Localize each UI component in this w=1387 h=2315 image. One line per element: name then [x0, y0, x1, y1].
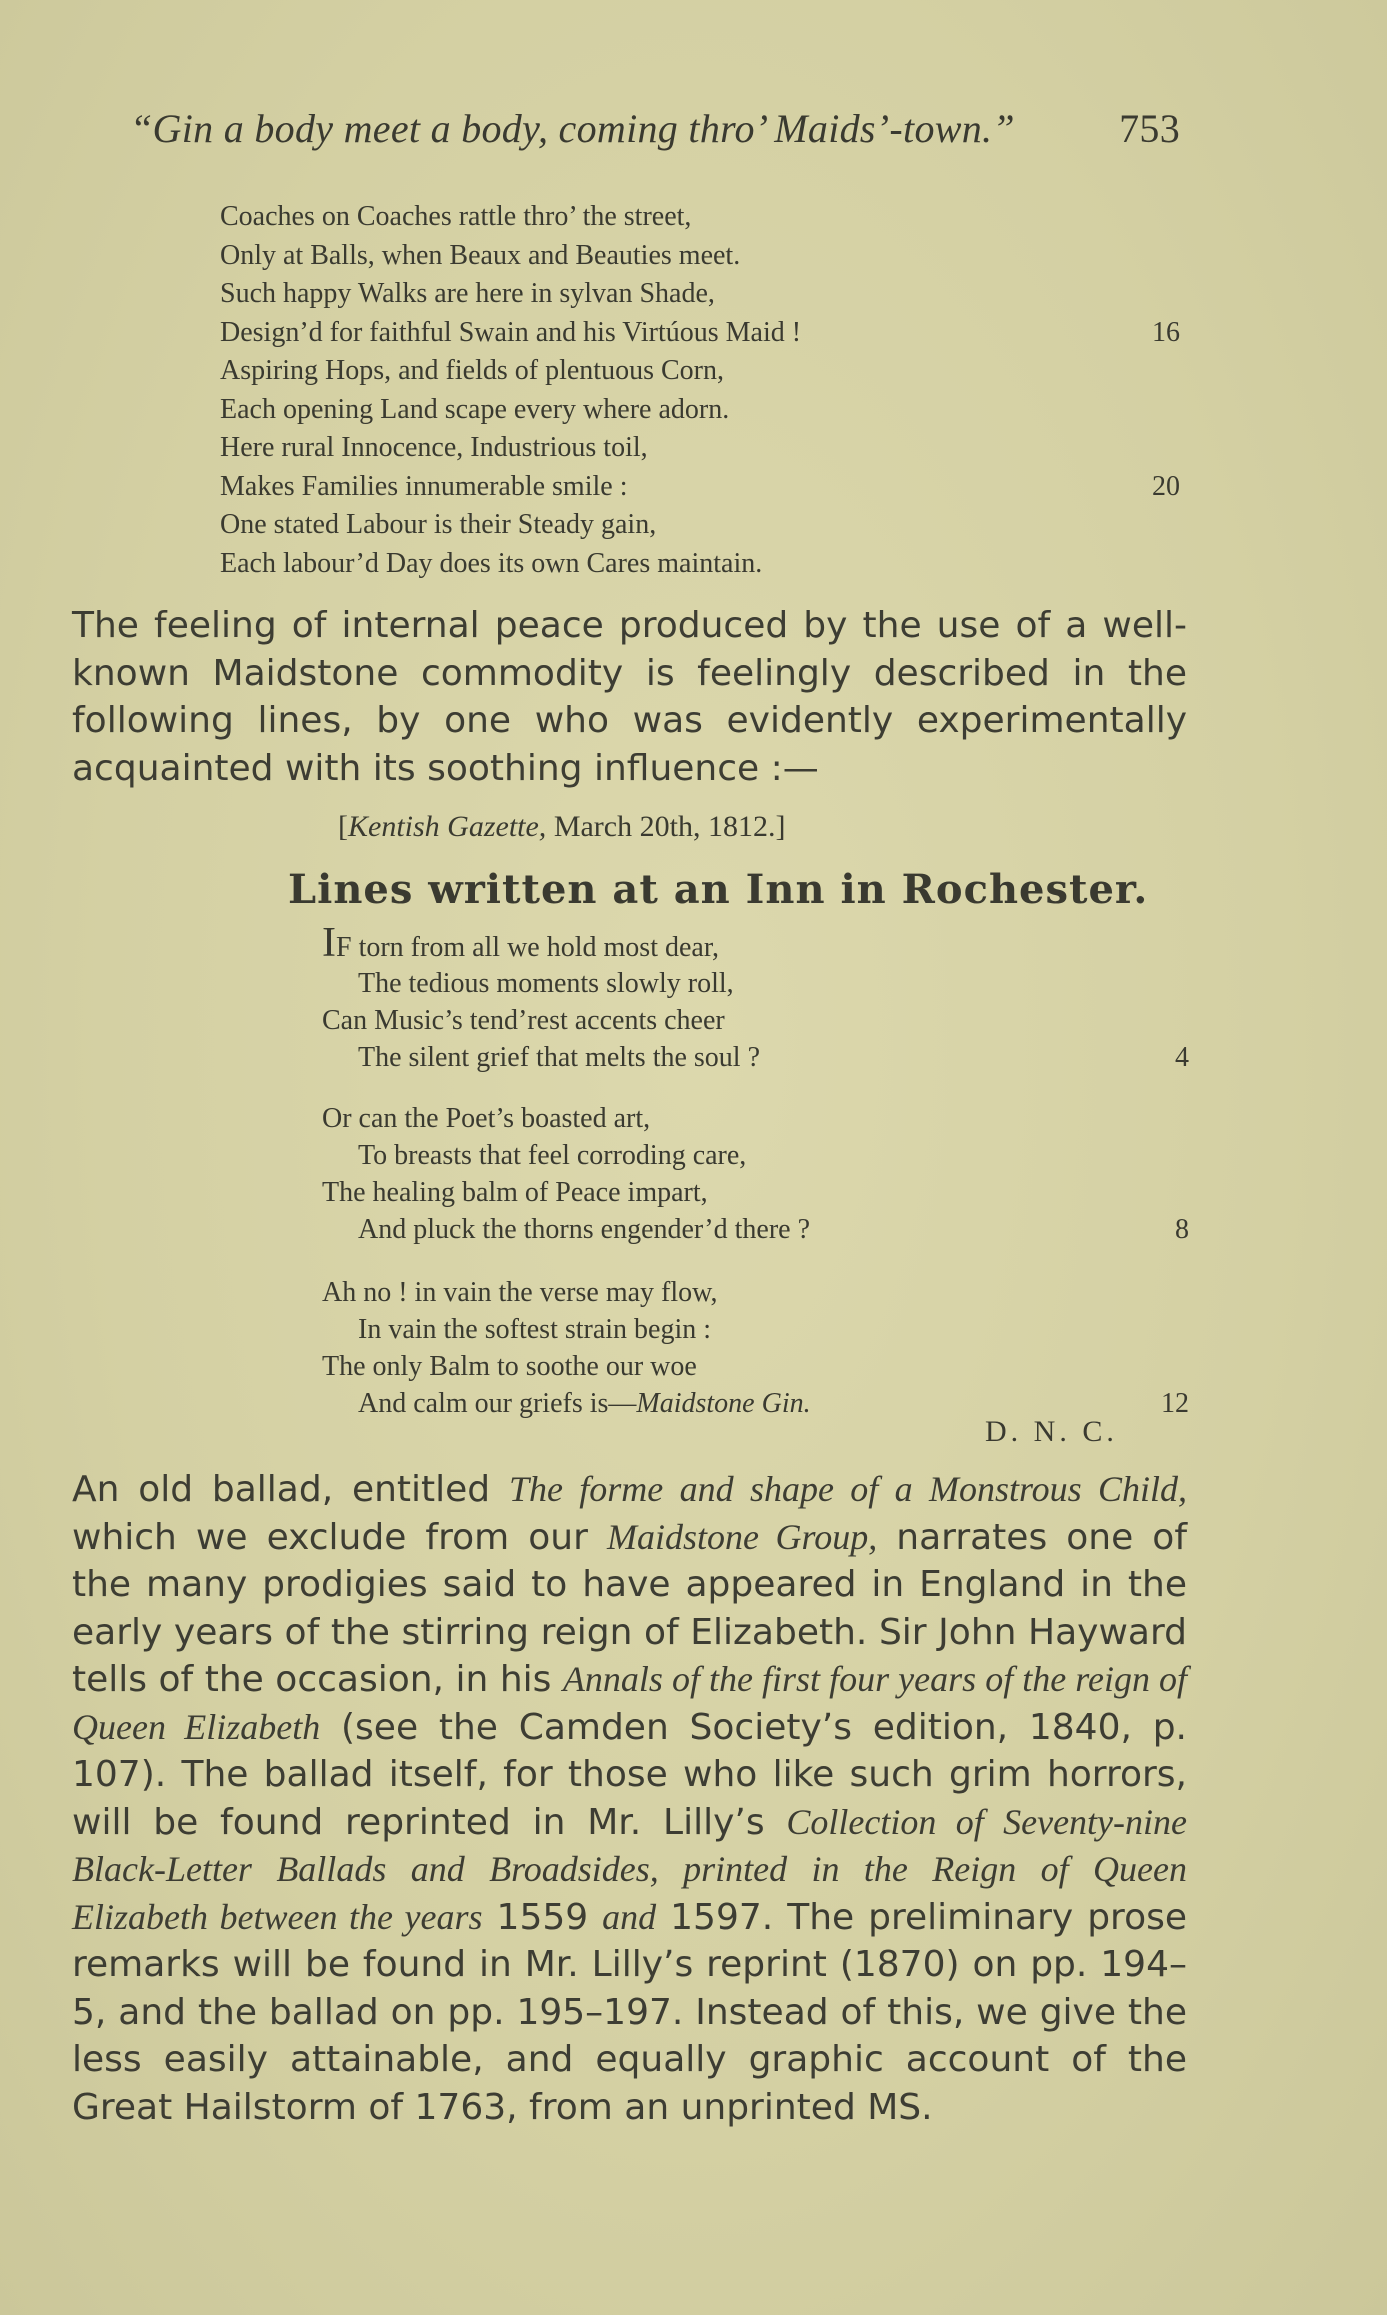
line-number: 12: [1161, 1388, 1189, 1419]
running-title: “Gin a body meet a body, coming thro’ Maids’-town.”: [130, 106, 1015, 151]
verse-line: The tedious moments slowly roll,: [358, 968, 734, 999]
paragraph-text: An old ballad, entitled The forme and shape of a Monstrous Child, which we exclude from our Maidstone Group, narrates one of the many prodigies said to have appeared in England in the early years of the stirring reign of Elizabeth. Sir John Hayward tells of the occasion, in his Annals of the first four years of the reign of Queen Elizabeth (see the Camden Society’s edition, 1840, p. 107). The ballad itself, for those who like such grim horrors, will be found reprinted in Mr. Lilly’s Collection of Seventy-nine Black-Letter Ballads and Broadsides, printed in the Reign of Queen Elizabeth between the years 1559 and 1597. The preliminary prose remarks will be found in Mr. Lilly’s reprint (1870) on pp. 194–5, and the ballad on pp. 195–197. Instead of this, we give the less easily attainable, and equally graphic account of the Great Hailstorm of 1763, from an unprinted MS.: [72, 1469, 1187, 2128]
verse-line: Here rural Innocence, Industrious toil,: [220, 432, 648, 463]
verse-line: And calm our griefs is—Maidstone Gin. 12: [322, 1385, 1189, 1422]
poem-stanza-1: [322, 920, 1189, 1076]
drop-cap: I: [322, 920, 336, 966]
verse-line: The silent grief that melts the soul ? 4: [322, 1039, 1189, 1076]
running-head: [130, 105, 1180, 152]
verse-line: Only at Balls, when Beaux and Beauties meet.: [220, 239, 741, 271]
verse-top: [220, 198, 1180, 583]
citation-source: Kentish Gazette,: [348, 810, 547, 843]
line-number: 4: [1175, 1042, 1189, 1073]
verse-line: Ah no ! in vain the verse may flow,: [322, 1277, 718, 1308]
verse-line: Each labour’d Day does its own Cares maintain.: [220, 547, 763, 579]
verse-line: The only Balm to soothe our woe: [322, 1351, 697, 1382]
ballad-title: The forme and shape of a Monstrous Child,: [508, 1469, 1187, 1509]
poem-stanza-2: [322, 1100, 1189, 1248]
verse-line: Makes Families innumerable smile : 20: [220, 468, 1180, 507]
verse-line: Each opening Land scape every where adorn.: [220, 393, 730, 425]
verse-line: To breasts that feel corroding care,: [358, 1140, 747, 1171]
verse-line: Can Music’s tend’rest accents cheer: [322, 1005, 725, 1036]
verse-line: And pluck the thorns engender’d there ? 8: [322, 1211, 1189, 1248]
verse-line: Aspiring Hops, and fields of plentuous Corn,: [220, 355, 724, 386]
citation: [Kentish Gazette, March 20th, 1812.]: [338, 810, 786, 843]
line-number: 16: [1152, 316, 1180, 348]
line-number: 8: [1175, 1214, 1189, 1245]
annals-title: Annals of the first four years of the reign of Queen Elizabeth: [72, 1659, 1187, 1747]
paragraph-intro: [72, 602, 1187, 792]
verse-line: Or can the Poet’s boasted art,: [322, 1103, 651, 1134]
poem-signature: D. N. C.: [985, 1415, 1118, 1448]
group-title: Maidstone Group,: [606, 1516, 878, 1557]
verse-line: Design’d for faithful Swain and his Virtúous Maid ! 16: [220, 314, 1180, 353]
page-number: 753: [1119, 106, 1180, 151]
verse-line: One stated Labour is their Steady gain,: [220, 509, 657, 540]
maidstone-gin: Maidstone Gin.: [636, 1388, 811, 1419]
verse-line: Coaches on Coaches rattle thro’ the street,: [220, 201, 692, 232]
paragraph-ballad: [72, 1466, 1187, 2131]
collection-title: Collection of Seventy-nine Black-Letter Ballads and Broadsides, printed in the Reign of Queen Elizabeth between the years: [72, 1801, 1187, 1937]
poem-title: Lines written at an Inn in Rochester.: [288, 866, 1149, 913]
paragraph-text: The feeling of internal peace produced by the use of a well-known Maidstone commodity is feelingly described in the following lines, by one who was evidently experimentally acquainted with its soothing influence :—: [72, 605, 1187, 789]
line-number: 20: [1152, 470, 1180, 502]
verse-line: The healing balm of Peace impart,: [322, 1177, 708, 1208]
verse-line: Such happy Walks are here in sylvan Shade,: [220, 278, 715, 309]
poem-stanza-3: [322, 1274, 1189, 1422]
verse-line: IF torn from all we hold most dear,: [322, 920, 720, 966]
verse-line: In vain the softest strain begin :: [358, 1314, 712, 1345]
